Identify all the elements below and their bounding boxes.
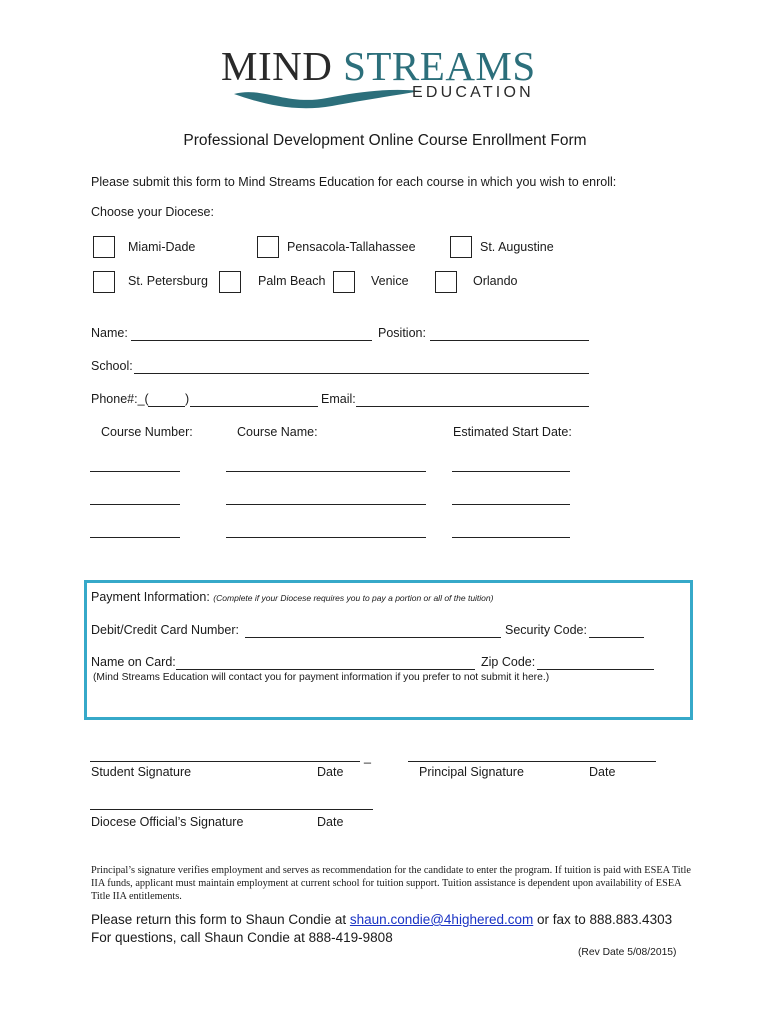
- name-label: Name:: [91, 326, 128, 340]
- course-number-field-2[interactable]: [90, 504, 180, 505]
- payment-contact-note: (Mind Streams Education will contact you for payment information if you prefer to not submit it here.): [93, 672, 550, 683]
- student-signature-field[interactable]: [90, 761, 360, 762]
- phone-paren: ): [185, 392, 190, 406]
- phone-label: Phone#:_(: [91, 392, 149, 406]
- start-date-field-1[interactable]: [452, 471, 570, 472]
- checkbox-st-petersburg[interactable]: [93, 271, 115, 293]
- option-label-pensacola-tallahassee: Pensacola-Tallahassee: [287, 240, 416, 254]
- logo-word-streams: STREAMS: [343, 43, 536, 89]
- course-name-field-3[interactable]: [226, 537, 426, 538]
- school-label: School:: [91, 359, 133, 373]
- security-code-field[interactable]: [589, 637, 644, 638]
- diocese-official-date-label: Date: [317, 815, 344, 829]
- logo-wave-icon: [232, 82, 422, 112]
- page-title: Professional Development Online Course Enrollment Form: [183, 132, 587, 149]
- intro-text: Please submit this form to Mind Streams Education for each course in which you wish to enroll:: [91, 175, 617, 189]
- course-name-field-2[interactable]: [226, 504, 426, 505]
- logo-word-education: EDUCATION: [412, 84, 534, 101]
- phone-area-code-field[interactable]: [148, 406, 185, 407]
- option-label-st-petersburg: St. Petersburg: [128, 274, 208, 288]
- checkbox-pensacola-tallahassee[interactable]: [257, 236, 279, 258]
- return-prefix: Please return this form to Shaun Condie at: [91, 912, 350, 927]
- diocese-official-signature-field[interactable]: [90, 809, 373, 810]
- checkbox-palm-beach[interactable]: [219, 271, 241, 293]
- name-field[interactable]: [131, 340, 372, 341]
- security-code-label: Security Code:: [505, 623, 587, 637]
- course-number-header: Course Number:: [101, 425, 193, 439]
- revision-date: (Rev Date 5/08/2015): [578, 947, 677, 958]
- card-number-field[interactable]: [245, 637, 501, 638]
- course-number-field-1[interactable]: [90, 471, 180, 472]
- option-label-miami-dade: Miami-Dade: [128, 240, 196, 254]
- zip-code-label: Zip Code:: [481, 655, 536, 669]
- checkbox-st-augustine[interactable]: [450, 236, 472, 258]
- option-label-st-augustine: St. Augustine: [480, 240, 554, 254]
- diocese-label: Choose your Diocese:: [91, 205, 214, 219]
- payment-heading-note: (Complete if your Diocese requires you to pay a portion or all of the tuition): [213, 593, 494, 603]
- start-date-field-3[interactable]: [452, 537, 570, 538]
- return-suffix: or fax to 888.883.4303: [533, 912, 673, 927]
- card-number-label: Debit/Credit Card Number:: [91, 623, 239, 637]
- option-label-orlando: Orlando: [473, 274, 518, 288]
- diocese-official-signature-label: Diocese Official’s Signature: [91, 815, 244, 829]
- questions-line: For questions, call Shaun Condie at 888-419-9808: [91, 930, 393, 945]
- checkbox-orlando[interactable]: [435, 271, 457, 293]
- payment-heading: [91, 590, 493, 604]
- course-number-field-3[interactable]: [90, 537, 180, 538]
- name-on-card-field[interactable]: [176, 669, 475, 670]
- student-signature-label: Student Signature: [91, 765, 192, 779]
- contact-email-link[interactable]: shaun.condie@4highered.com: [349, 912, 534, 927]
- start-date-header: Estimated Start Date:: [453, 425, 572, 439]
- email-field[interactable]: [356, 406, 589, 407]
- start-date-field-2[interactable]: [452, 504, 570, 505]
- option-label-palm-beach: Palm Beach: [258, 274, 326, 288]
- logo-word-mind: MIND: [221, 43, 333, 89]
- position-field[interactable]: [430, 340, 589, 341]
- phone-number-field[interactable]: [190, 406, 318, 407]
- email-label: Email:: [321, 392, 356, 406]
- principal-signature-label: Principal Signature: [419, 765, 524, 779]
- principal-date-label: Date: [589, 765, 616, 779]
- course-name-header: Course Name:: [237, 425, 318, 439]
- signature-dash: _: [364, 750, 371, 764]
- student-date-label: Date: [317, 765, 344, 779]
- course-name-field-1[interactable]: [226, 471, 426, 472]
- return-instructions: [91, 912, 672, 927]
- position-label: Position:: [378, 326, 426, 340]
- payment-heading-label: Payment Information:: [91, 590, 210, 604]
- zip-code-field[interactable]: [537, 669, 654, 670]
- principal-signature-field[interactable]: [408, 761, 656, 762]
- checkbox-venice[interactable]: [333, 271, 355, 293]
- name-on-card-label: Name on Card:: [91, 655, 176, 669]
- option-label-venice: Venice: [371, 274, 409, 288]
- checkbox-miami-dade[interactable]: [93, 236, 115, 258]
- school-field[interactable]: [134, 373, 589, 374]
- principal-signature-note: Principal’s signature verifies employment and serves as recommendation for the candidate to enter the program. If tuition is paid with ESEA Title IIA funds, applicant must maintain employment at current school for tuition support. Tuition assistance is dependent upon availability of ESEA Title IIA entitlements.: [91, 865, 691, 902]
